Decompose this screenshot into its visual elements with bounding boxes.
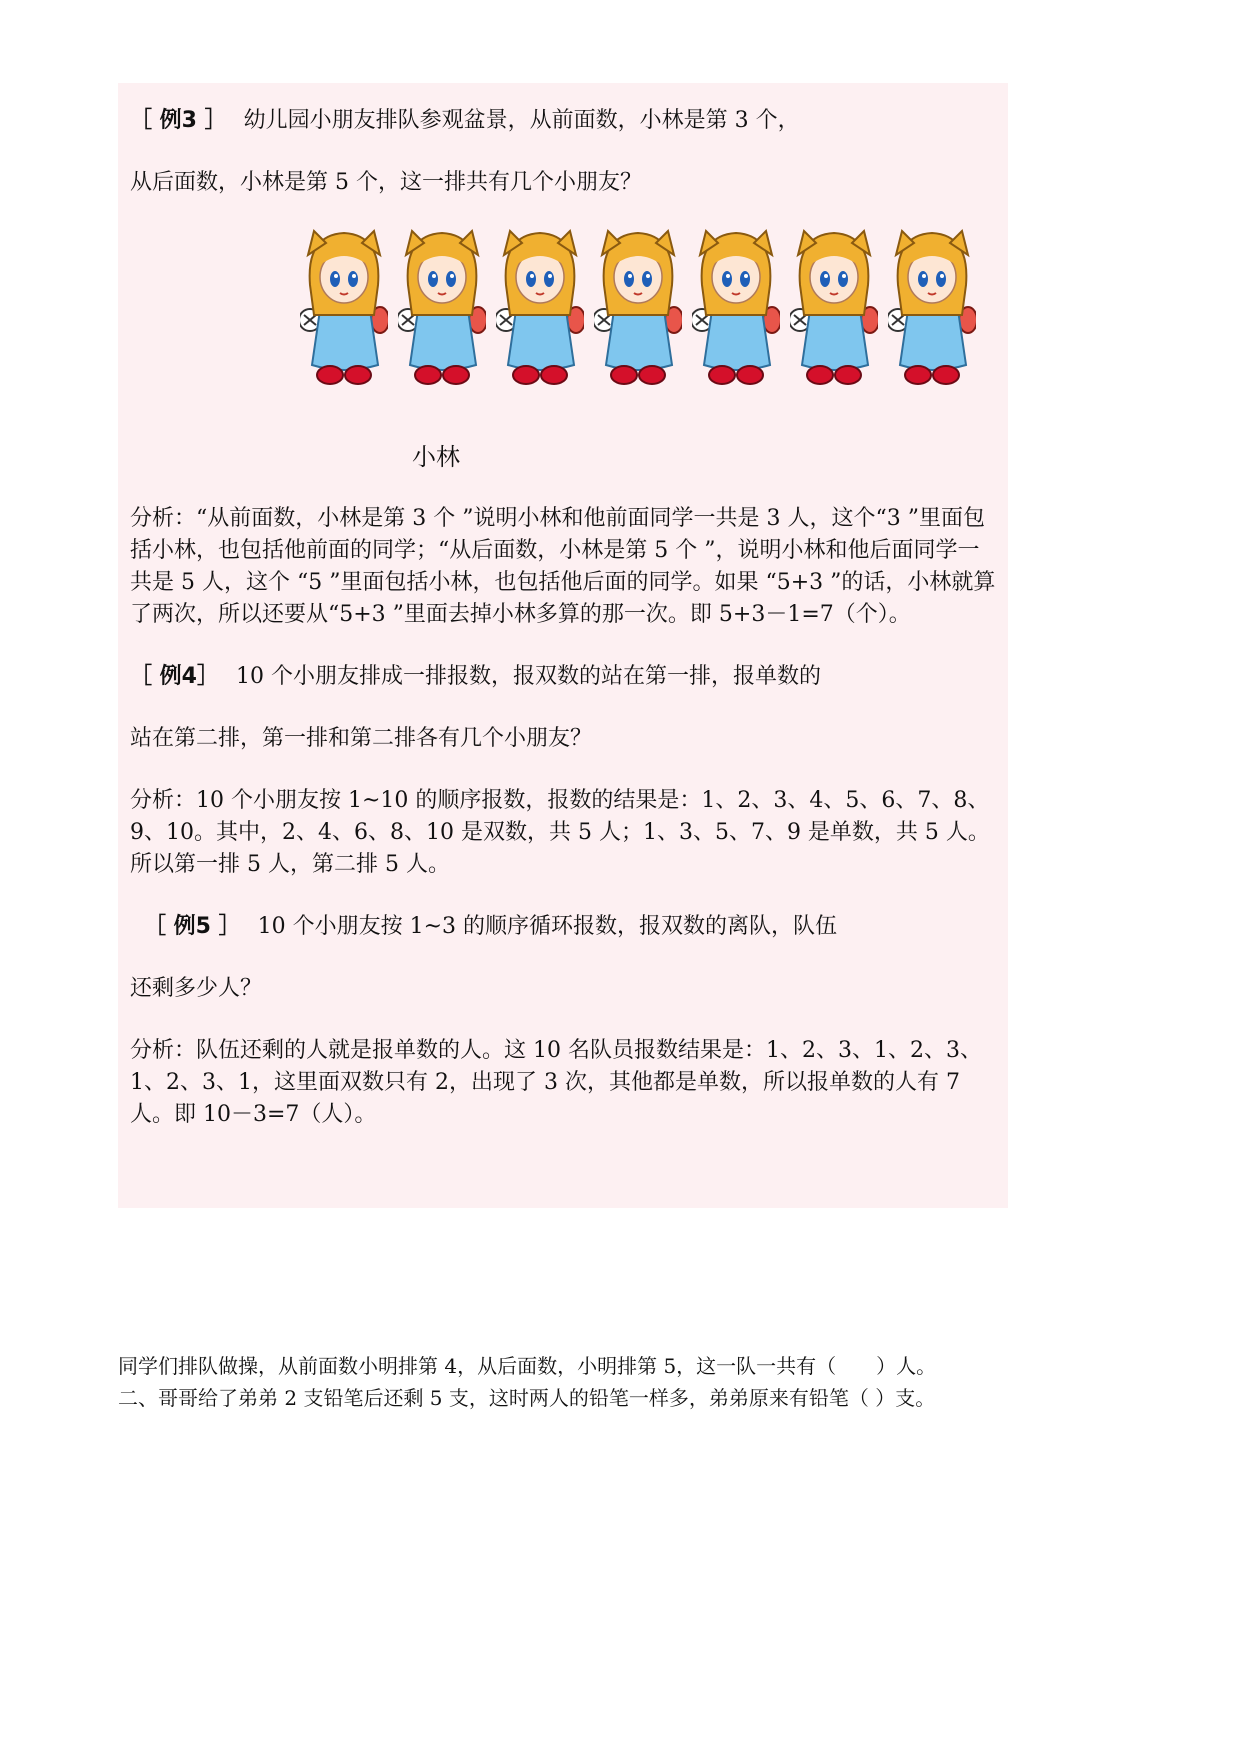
figure-caption: 小林 [412, 443, 460, 471]
child-figure [398, 225, 486, 395]
example-5-text-2: 还剩多少人？ [130, 976, 263, 1001]
examples-panel [118, 83, 1008, 1208]
example-3-text-1: 幼儿园小朋友排队参观盆景，从前面数，小林是第 3 个， [243, 108, 800, 133]
child-figure [790, 225, 878, 395]
example-5-text-1: 10 个小朋友按 1~3 的顺序循环报数，报双数的离队，队伍 [257, 914, 838, 939]
example-4-tag: ［ 例4］ [130, 664, 219, 689]
analysis-4: 分析：10 个小朋友按 1~10 的顺序报数，报数的结果是：1、2、3、4、5、6、7、8、9、10。其中，2、4、6、8、10 是双数，共 5 人；1、3、5、7、9 是单数，共 5 人。所以第一排 5 人，第二排 5 人。 [130, 788, 990, 877]
practice-questions [118, 1350, 936, 1414]
analysis-5: 分析：队伍还剩的人就是报单数的人。这 10 名队员报数结果是：1、2、3、1、2、3、1、2、3、1，这里面双数只有 2，出现了 3 次，其他都是单数，所以报单数的人有 7 人。即 10－3=7（人）。 [130, 1038, 982, 1127]
children-row-figure [300, 225, 996, 395]
example-3-tag: ［ 例3 ］ [130, 108, 227, 133]
child-figure [300, 225, 388, 395]
example-4-heading [130, 661, 996, 693]
analysis-3: 分析：“从前面数，小林是第 3 个 ”说明小林和他前面同学一共是 3 人，这个“3 ”里面包括小林，也包括他前面的同学；“从后面数，小林是第 5 个 ”，说明小林和他后面同学一共是 5 人，这个 “5 ”里面包括小林，也包括他后面的同学。如果 “5+3 ”的话，小林就算了两次，所以还要从“5+3 ”里面去掉小林多算的那一次。即 5+3－1=7（个）。 [130, 506, 996, 627]
example-3-heading [130, 105, 996, 137]
example-4-text-2: 站在第二排，第一排和第二排各有几个小朋友？ [130, 726, 593, 751]
child-figure [692, 225, 780, 395]
child-figure [496, 225, 584, 395]
example-3-text-2: 从后面数，小林是第 5 个，这一排共有几个小朋友？ [130, 170, 642, 195]
example-4-text-1: 10 个小朋友排成一排报数，报双数的站在第一排，报单数的 [235, 664, 821, 689]
child-figure [594, 225, 682, 395]
child-figure [888, 225, 976, 395]
example-5-tag: ［ 例5 ］ [144, 914, 241, 939]
question-1: 同学们排队做操，从前面数小明排第 4，从后面数，小明排第 5，这一队一共有（ ）人。 [118, 1354, 937, 1378]
question-2: 二、哥哥给了弟弟 2 支铅笔后还剩 5 支，这时两人的铅笔一样多，弟弟原来有铅笔（ ）支。 [118, 1386, 936, 1410]
example-5-heading [130, 911, 996, 943]
